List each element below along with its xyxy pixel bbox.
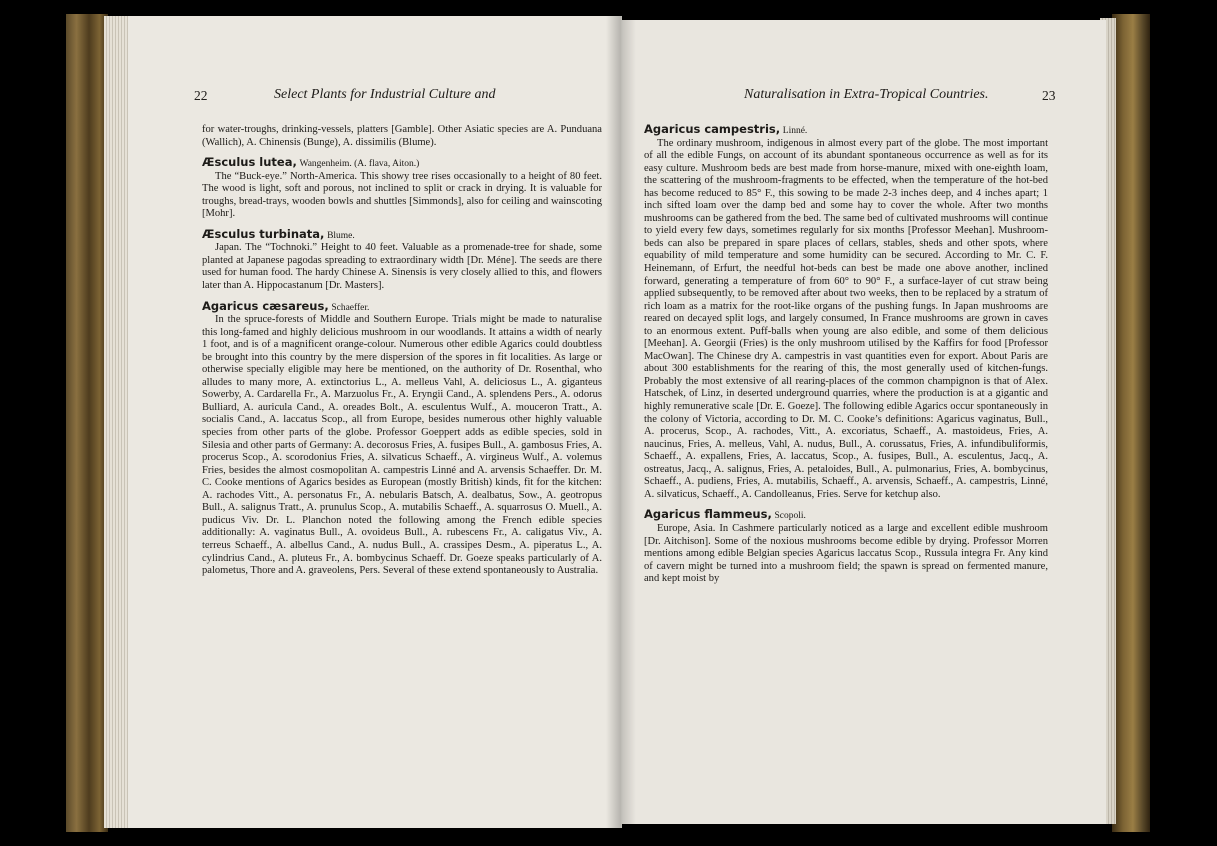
page-edges-left [104, 16, 130, 828]
entry-name: Æsculus lutea, [202, 155, 297, 170]
right-page-number: 23 [1042, 88, 1056, 103]
entry-authority: Blume. [327, 230, 355, 241]
entry-heading [202, 228, 602, 243]
entry-name: Agaricus campestris, [644, 122, 781, 136]
entry-authority: Linné. [782, 126, 808, 136]
entry-name: Agaricus flammeus, [644, 507, 772, 522]
left-intro: for water-troughs, drinking-vessels, platters [Gamble]. Other Asiatic species are A. Punduana (Wallich), A. Chinensis (Bunge), A. dissimilis (Blume). [202, 124, 602, 148]
left-page-number: 22 [194, 88, 208, 103]
book-gutter-shadow [606, 16, 636, 828]
left-body [202, 124, 602, 578]
entry-authority: Scopoli. [774, 511, 806, 522]
entry-heading [644, 123, 1048, 138]
entry-text: Europe, Asia. In Cashmere particularly noticed as a large and excellent edible mushroom [Dr. Aitchison]. Some of the noxious mushrooms become edible by drying. Professor Morren mentions among edible Belgian species Agaricus laccatus Scop., Russula integra Fr. Any kind of cavern might be turned into a mushroom field; the spawn is spread on fermented manure, and kept moist by [644, 522, 1048, 585]
left-page [128, 16, 622, 828]
right-body [644, 116, 1048, 586]
entry-text: In the spruce-forests of Middle and Southern Europe. Trials might be made to naturalise this long-famed and highly delicious mushroom in our woodlands. It attains a width of nearly 1 foot, and is of a magnificent orange-colour. Numerous other edible Agarics could doubtless be brought into this country by the mere dispersion of the spores in fit localities. As large or otherwise specially eligible may here be mentioned, on the authority of Dr. Rosenthal, who alludes to many more, A. extinctorius L., A. melleus Vahl, A. deliciosus L., A. giganteus Sowerby, A. Cardarella Fr., A. Marzuolus Fr., A. Eryngii Cand., A. splendens Pers., A. odorus Bulliard, A. auricula Cand., A. oreades Bolt., A. esculentus Wulf., A. mouceron Tratt., A. socialis Cand., A. laccatus Scop., all from Europe, besides numerous other highly valuable species from other parts of the globe. Professor Goeppert adds as edible species, sold in Silesia and other parts of Germany: A. decorosus Fries, A. fusipes Bull., A. gambosus Fries, A. procerus Scop., A. scorodonius Fries, A. silvaticus Schaeff., A. virgineus Wulf., A. volemus Fries, besides the almost cosmopolitan A. campestris Linné and A. arvensis Schaeffer. Dr. M. C. Cooke mentions of Agarics besides as European (mostly British) kinds, fit for the kitchen: A. rachodes Vitt., A. personatus Fr., A. nebularis Batsch, A. dealbatus, Sow., A. geotropus Bull., A. salignus Tratt., A. prunulus Scop., A. mutabilis Schaeff., A. squarrosus O. Muell., A. pudicus Viv. Dr. L. Planchon noted the following among the French edible species additionally: A. vaginatus Bull., A. ovoideus Bull., A. rubescens Fr., A. caligatus Viv., A. terreus Schaeff., A. albellus Cand., A. nudus Bull., A. crassipes Desm., A. piperatus L., A. cylindrius Cand., A. pluteus Fr., A. bombycinus Schaeff. Dr. Goeze speaks particularly of A. palometus, Thore and A. graveolens, Pers. Several of these extend spontaneously to Australia. [202, 314, 602, 577]
book-binding-left [66, 14, 108, 832]
entry-authority: Wangenheim. (A. flava, Aiton.) [299, 159, 420, 170]
entry-text: The “Buck-eye.” North-America. This showy tree rises occasionally to a height of 80 feet. The wood is light, soft and porous, not inclined to split or crack in drying. It is valuable for troughs, bread-trays, wooden bowls and shuttles [Simmonds], also for ceiling and wainscoting [Mohr]. [202, 170, 602, 220]
entry-heading [644, 508, 1048, 523]
book-binding-right [1112, 14, 1150, 832]
entry-text: The ordinary mushroom, indigenous in almost every part of the globe. The most important of all the edible Fungs, on account of its abundant spontaneous occurrence as well as for its easy culture. Mushroom beds are best made from horse-manure, mixed with one-eighth loam, the scattering of the mushroom-fragments to be effected, when the temperature of the hot-bed has become reduced to 85° F., this sowing to be made 2-3 inches deep, and 4 inches apart; 1 inch sifted loam over the damp bed and some hay to cover the whole. After two months mushrooms can be gathered from the bed. The same bed of cultivated mushrooms will continue to yield every few days, sometimes regularly for six months [Professor Meehan]. Mushroom-beds can also be prepared in spare places of cellars, stables, sheds and other spots, where equability of mild temperature and some humidity can be secured. According to Mr. C. F. Heinemann, of Erfurt, the needful hot-beds can best be made one above another, inclined forward, generating a temperature of from 60° to 90° F., a surface-layer of cut straw being applied subsequently, to be removed after about two weeks, then to be replaced by a stratum of rich loam as a matrix for the root-like organs of the pushing fungs. In Japan mushrooms are reared on decayed split logs, and largely consumed, In France mushrooms are grown in caves to an enormous extent. Puff-balls when young are also edible, and some of them delicious [Meehan]. A. Georgii (Fries) is the only mushroom utilised by the Kaffirs for food [Professor MacOwan]. The Chinese dry A. campestris in vast quantities even for export. About Paris are about 300 establishments for the rearing of this, the most generally used of kitchen-fungs. Probably the most extensive of all rearing-places of the common champignon is that of Alex. Hatschek, of Linz, in deserted underground quarries, where the production is at a gigantic and highly remunerative scale [Dr. E. Goeze]. The following edible Agarics occur spontaneously in the colony of Victoria, according to Dr. M. C. Cooke’s definitions: Agaricus vaginatus, Bull., A. procerus, Scop., A. rachodes, Vitt., A. excoriatus, Schaeff., A. mastoideus, Fries, A. naucinus, Fries, A. melleus, Vahl, A. nudus, Bull., A. corussatus, Fries, A. infundibuliformis, Schaeff., A. expallens, Fries, A. laccatus, Scop., A. fusipes, Bull., A. esculentus, Jacq., A. ostreatus, Jacq., A. salignus, Fries, A. petaloides, Bull., A. pulmonarius, Fries, A. bombycinus, Schaeff., A. pudiens, Fries, A. mutabilis, Schaeff., A. arvensis, Schaeff., A. campestris, Linné, A. silvaticus, Schaeff., A. Candolleanus, Fries. Serve for ketchup also. [644, 137, 1048, 500]
left-running-title: Select Plants for Industrial Culture and [274, 87, 496, 102]
entry-name: Agaricus cæsareus, [202, 298, 329, 313]
entry-text: Japan. The “Tochnoki.” Height to 40 feet. Valuable as a promenade-tree for shade, some planted at Japanese pagodas spreading to extraordinary width [Dr. Méne]. The seeds are there used for human food. The hardy Chinese A. Sinensis is very closely allied to this, and flowers later than A. Hippocastanum [Dr. Masters]. [202, 242, 602, 292]
right-page [622, 20, 1106, 824]
entry-heading [202, 156, 602, 171]
entry-heading [202, 300, 602, 315]
entry-name: Æsculus turbinata, [202, 226, 325, 241]
entry-authority: Schaeffer. [331, 302, 370, 313]
right-running-title: Naturalisation in Extra-Tropical Countries. [744, 87, 989, 102]
